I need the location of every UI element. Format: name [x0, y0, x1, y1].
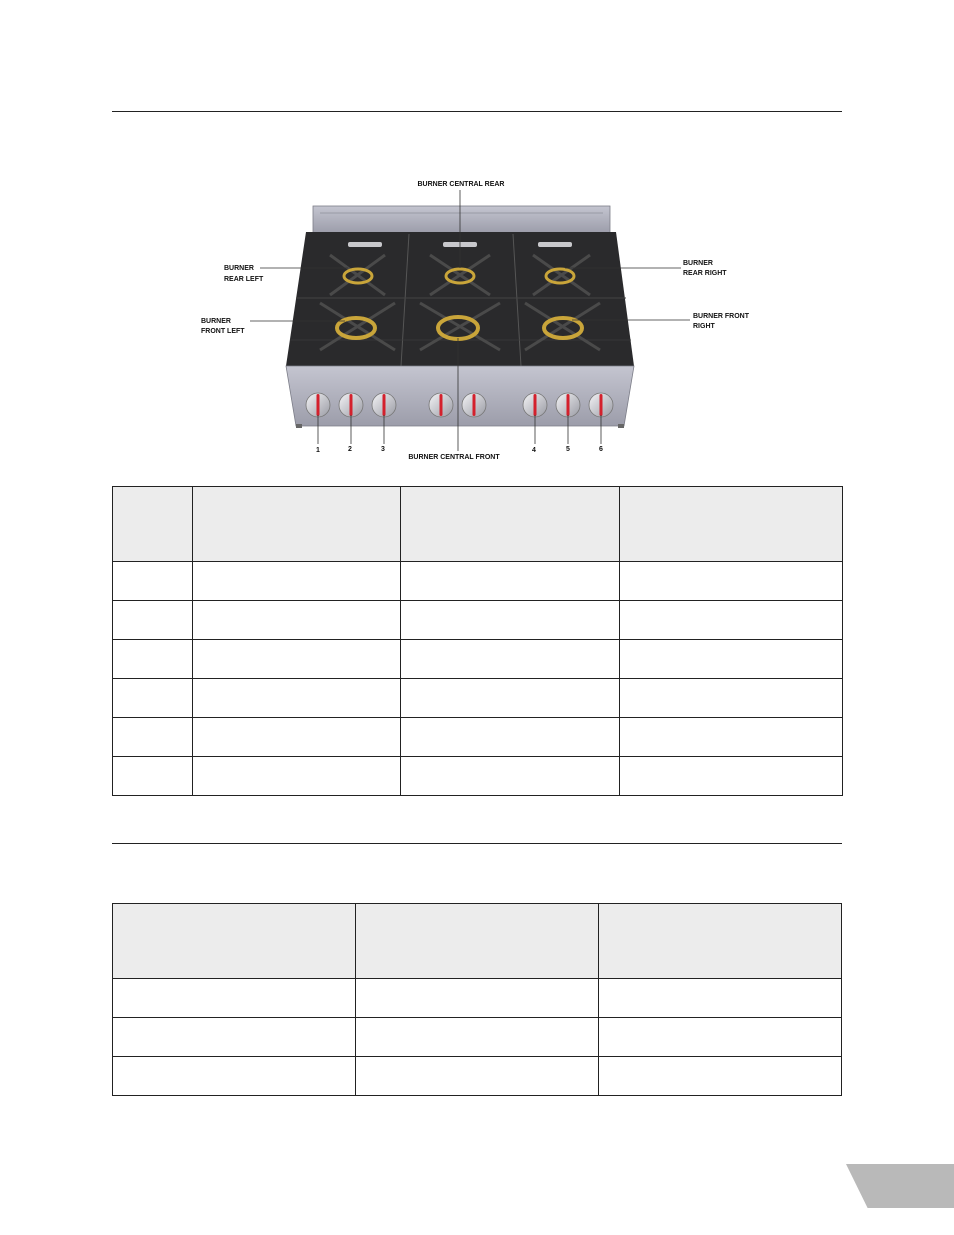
burner-spec-table [112, 486, 843, 796]
table-cell [113, 640, 193, 679]
knob-number-2: 2 [348, 446, 352, 453]
table-header-row [113, 487, 843, 562]
cooktop-diagram [0, 0, 954, 480]
knob-3 [372, 393, 396, 417]
table-cell [620, 679, 843, 718]
table-cell [113, 979, 356, 1018]
table-cell [193, 757, 401, 796]
table-cell [113, 679, 193, 718]
table-row [113, 601, 843, 640]
table-cell [113, 562, 193, 601]
table-cell [620, 718, 843, 757]
table-cell [193, 562, 401, 601]
table-cell [193, 718, 401, 757]
table-cell [401, 562, 620, 601]
knob-1 [306, 393, 330, 417]
table-cell [113, 757, 193, 796]
knob-number-6: 6 [599, 446, 603, 453]
table-cell [401, 679, 620, 718]
table-row [113, 1018, 842, 1057]
table-cell [113, 1057, 356, 1096]
table-cell [599, 1057, 842, 1096]
table-row [113, 979, 842, 1018]
knob-central-left [429, 393, 453, 417]
header-cell [620, 487, 843, 562]
table-cell [193, 679, 401, 718]
header-cell [113, 487, 193, 562]
table-header-row [113, 904, 842, 979]
table-cell [193, 601, 401, 640]
label-front-right-line1: BURNER FRONT [693, 313, 749, 320]
table-cell [401, 718, 620, 757]
table-row [113, 718, 843, 757]
label-rear-left-line1: BURNER [224, 265, 254, 272]
knob-2 [339, 393, 363, 417]
label-front-left-line2: FRONT LEFT [201, 328, 245, 335]
label-central-front: BURNER CENTRAL FRONT [408, 454, 500, 461]
page-corner-tab [846, 1164, 954, 1208]
label-front-right-line2: RIGHT [693, 323, 715, 330]
table-cell [113, 1018, 356, 1057]
header-cell [356, 904, 599, 979]
backguard [313, 206, 610, 233]
knob-number-5: 5 [566, 446, 570, 453]
knob-6 [589, 393, 613, 417]
secondary-spec-table [112, 903, 842, 1096]
header-cell [113, 904, 356, 979]
table-cell [599, 1018, 842, 1057]
label-rear-left-line2: REAR LEFT [224, 276, 264, 283]
table-cell [356, 1057, 599, 1096]
table-row [113, 562, 843, 601]
header-cell [401, 487, 620, 562]
table-row [113, 1057, 842, 1096]
knob-number-4: 4 [532, 447, 536, 454]
label-rear-right-line1: BURNER [683, 260, 713, 267]
label-rear-right-line2: REAR RIGHT [683, 270, 727, 277]
knob-number-3: 3 [381, 446, 385, 453]
table-cell [401, 640, 620, 679]
knob-4 [523, 393, 547, 417]
section-divider [112, 843, 842, 844]
table-cell [356, 979, 599, 1018]
table-row [113, 640, 843, 679]
table-cell [620, 640, 843, 679]
label-central-rear: BURNER CENTRAL REAR [417, 181, 505, 188]
table-cell [401, 601, 620, 640]
table-cell [599, 979, 842, 1018]
table-cell [193, 640, 401, 679]
header-cell [193, 487, 401, 562]
table-cell [113, 601, 193, 640]
table-cell [401, 757, 620, 796]
header-cell [599, 904, 842, 979]
knob-number-1: 1 [316, 447, 320, 454]
table-cell [620, 562, 843, 601]
table-cell [620, 757, 843, 796]
table-cell [113, 718, 193, 757]
table-cell [620, 601, 843, 640]
label-front-left-line1: BURNER [201, 318, 231, 325]
control-panel [286, 366, 634, 426]
table-row [113, 757, 843, 796]
table-row [113, 679, 843, 718]
table-cell [356, 1018, 599, 1057]
knob-central-right [462, 393, 486, 417]
knob-5 [556, 393, 580, 417]
